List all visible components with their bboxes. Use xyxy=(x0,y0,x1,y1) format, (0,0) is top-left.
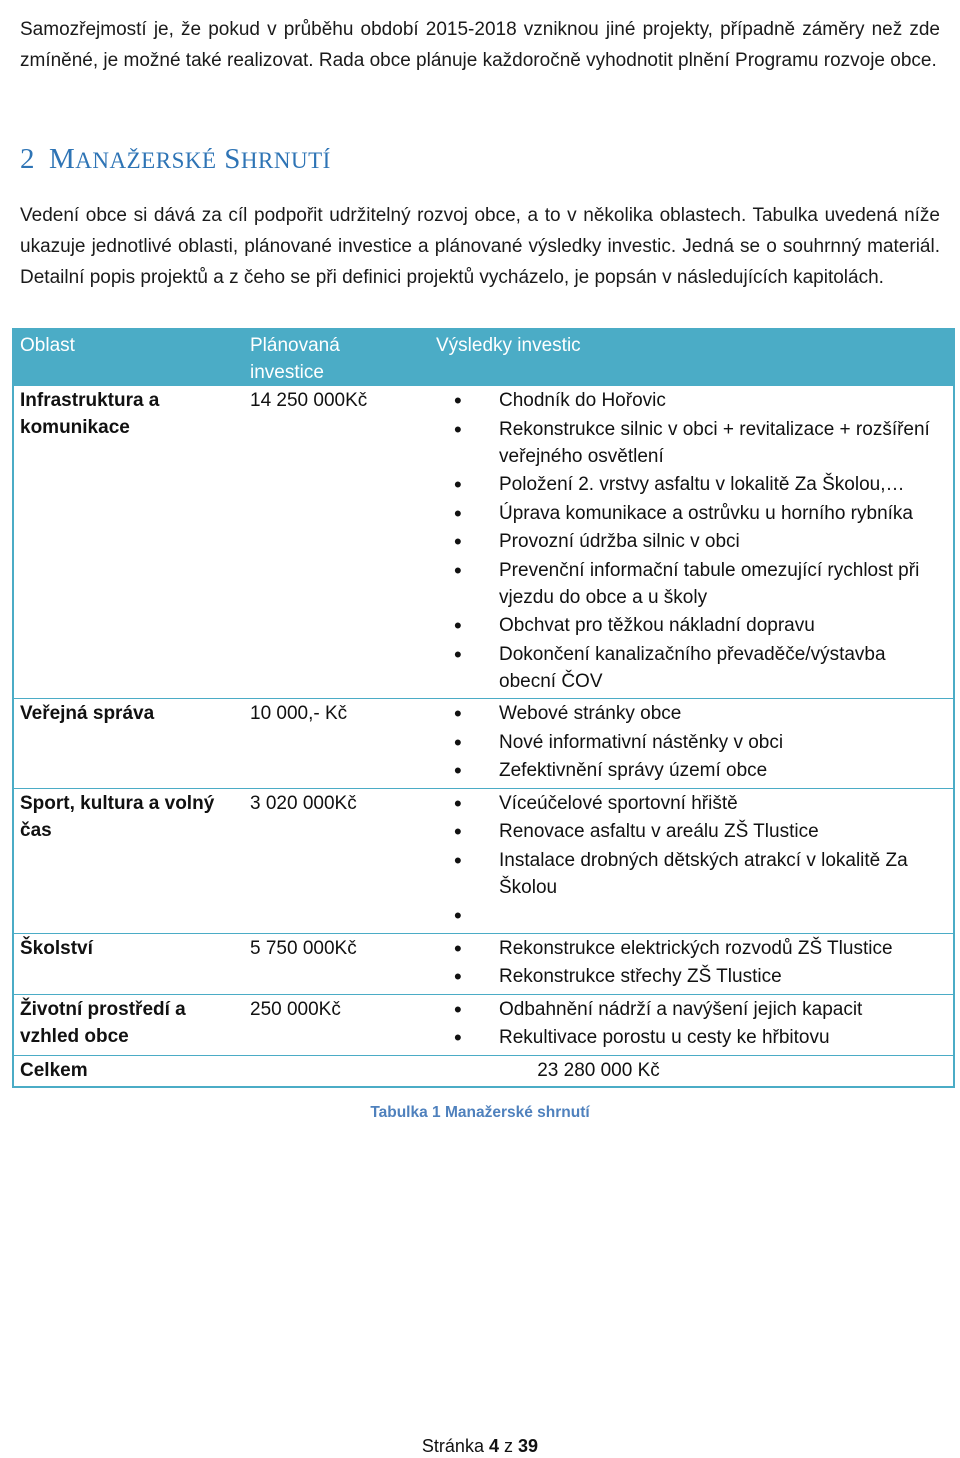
section-heading xyxy=(20,143,331,176)
table-row xyxy=(13,933,954,994)
list-item: • Webové stránky obce xyxy=(428,700,947,727)
list-item: • Dokončení kanalizačního převaděče/výstavba obecní ČOV xyxy=(428,641,947,695)
list-item xyxy=(428,902,947,929)
results-list xyxy=(428,935,947,991)
list-item: • Obchvat pro těžkou nákladní dopravu xyxy=(428,612,947,639)
row-area: Životní prostředí a vzhled obce xyxy=(13,994,244,1055)
intro-paragraph: Samozřejmostí je, že pokud v průběhu období 2015-2018 vzniknou jiné projekty, případně záměry než zde zmíněné, je možné také realizovat. Rada obce plánuje každoročně vyhodnotit plnění Programu rozvoje obce. xyxy=(20,19,940,71)
results-list xyxy=(428,700,947,784)
list-item: • Renovace asfaltu v areálu ZŠ Tlustice xyxy=(428,818,947,845)
row-results xyxy=(422,699,954,789)
summary-table xyxy=(12,328,955,1088)
table-header-row xyxy=(13,329,954,386)
page-footer xyxy=(0,1436,960,1457)
header-area: Oblast xyxy=(13,329,244,386)
total-value: 23 280 000 Kč xyxy=(244,1055,954,1087)
results-list xyxy=(428,387,947,695)
list-item: • Rekultivace porostu u cesty ke hřbitovu xyxy=(428,1024,947,1051)
table-row xyxy=(13,994,954,1055)
row-results xyxy=(422,386,954,699)
list-item: • Prevenční informační tabule omezující rychlost při vjezdu do obce a u školy xyxy=(428,557,947,611)
header-results: Výsledky investic xyxy=(422,329,954,386)
heading-letter-s: S xyxy=(224,143,241,175)
row-investment: 10 000,- Kč xyxy=(244,699,422,789)
row-area: Sport, kultura a volný čas xyxy=(13,788,244,933)
heading-rest-2: HRNUTÍ xyxy=(240,148,331,173)
list-item: • Úprava komunikace a ostrůvku u horního rybníka xyxy=(428,500,947,527)
header-investment: Plánovaná investice xyxy=(244,329,422,386)
table-row xyxy=(13,699,954,789)
footer-separator: z xyxy=(504,1436,514,1456)
table-row xyxy=(13,386,954,699)
results-list xyxy=(428,790,947,930)
row-area: Infrastruktura a komunikace xyxy=(20,390,160,438)
row-area: Školství xyxy=(13,933,244,994)
list-item: • Položení 2. vrstvy asfaltu v lokalitě Za Školou,… xyxy=(428,471,947,498)
row-area: Veřejná správa xyxy=(13,699,244,789)
list-item: • Rekonstrukce střechy ZŠ Tlustice xyxy=(428,963,947,990)
list-item: • Rekonstrukce elektrických rozvodů ZŠ Tlustice xyxy=(428,935,947,962)
row-results xyxy=(422,994,954,1055)
row-investment: 5 750 000Kč xyxy=(244,933,422,994)
summary-paragraph: Vedení obce si dává za cíl podpořit udržitelný rozvoj obce, a to v několika oblastech. Tabulka uvedená níže ukazuje jednotlivé oblasti, plánované investice a plánované výsledky investic. Jedná se o souhrnný materiál. Detailní popis projektů a z čeho se při definici projektů vycházelo, je popsán v následujících kapitolách. xyxy=(20,205,940,288)
list-item: • Víceúčelové sportovní hřiště xyxy=(428,790,947,817)
footer-page-number: 4 xyxy=(488,1436,499,1456)
footer-prefix: Stránka xyxy=(421,1436,484,1456)
row-investment: 3 020 000Kč xyxy=(244,788,422,933)
row-investment: 14 250 000Kč xyxy=(250,390,368,411)
list-item: • Rekonstrukce silnic v obci + revitalizace + rozšíření veřejného osvětlení xyxy=(428,416,947,470)
row-investment: 250 000Kč xyxy=(244,994,422,1055)
section-number: 2 xyxy=(20,143,35,175)
footer-total-pages: 39 xyxy=(518,1436,539,1456)
table-body xyxy=(13,386,954,1087)
heading-rest-1: ANAŽERSKÉ xyxy=(75,148,217,173)
list-item: • Odbahnění nádrží a navýšení jejich kapacit xyxy=(428,996,947,1023)
results-list xyxy=(428,996,947,1052)
list-item: • Nové informativní nástěnky v obci xyxy=(428,729,947,756)
total-label: Celkem xyxy=(13,1055,244,1087)
table-caption: Tabulka 1 Manažerské shrnutí xyxy=(370,1104,590,1121)
row-results xyxy=(422,933,954,994)
list-item: • Instalace drobných dětských atrakcí v lokalitě Za Školou xyxy=(428,847,947,901)
list-item: • Provozní údržba silnic v obci xyxy=(428,528,947,555)
row-results xyxy=(422,788,954,933)
heading-letter-m: M xyxy=(49,143,76,175)
list-item: • Chodník do Hořovic xyxy=(428,387,947,414)
table-row xyxy=(13,788,954,933)
list-item: • Zefektivnění správy území obce xyxy=(428,757,947,784)
total-row xyxy=(13,1055,954,1087)
